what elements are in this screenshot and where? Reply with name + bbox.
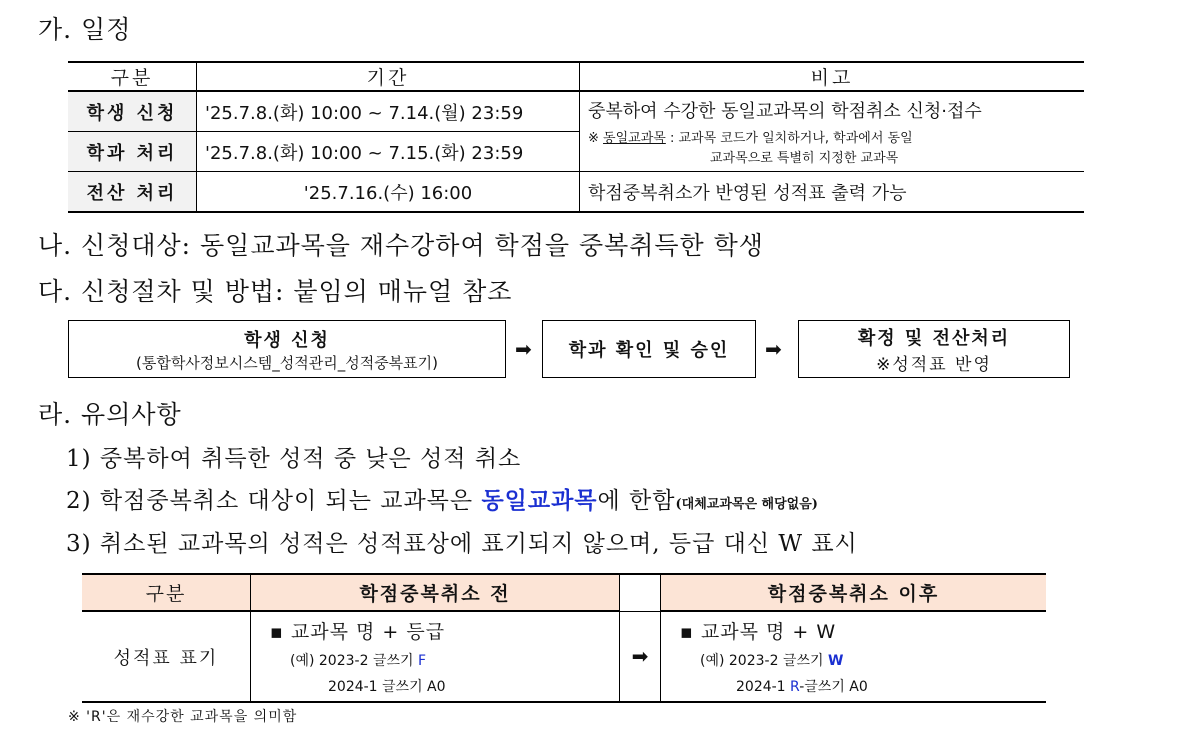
note-prefix: ※	[588, 131, 604, 146]
note-term: 동일교과목	[603, 131, 666, 146]
table-row	[68, 172, 1084, 213]
flow-step-dept-approve	[542, 320, 756, 378]
grade-row-label: 성적표 표기	[82, 611, 251, 702]
flow-step1-sub: (통합학사정보시스템_성적관리_성적중복표기)	[135, 353, 439, 372]
row-category: 전산 처리	[68, 172, 197, 213]
arrow-right-icon: ➡	[765, 337, 782, 361]
note-line1: : 교과목 코드가 일치하거나, 학과에서 동일	[665, 131, 913, 146]
flow-step3-title: 확정 및 전산처리	[857, 327, 1011, 349]
section-target-heading: 나. 신청대상: 동일교과목을 재수강하여 학점을 중복취득한 학생	[38, 231, 764, 260]
flow-step-student-apply	[68, 320, 506, 378]
grade-before-cell	[251, 611, 620, 702]
grade-before-bullet: ▪ 교과목 명 + 등급	[270, 621, 446, 643]
grade-before-ex1-prefix: (예) 2023-2 글쓰기	[290, 653, 418, 669]
note-item-2	[66, 482, 818, 515]
shared-note-cell	[580, 91, 1085, 172]
grade-after-example-2	[680, 676, 1045, 696]
section-schedule-heading: 가. 일정	[38, 15, 132, 44]
grade-header-after: 학점중복취소 이후	[661, 574, 1047, 611]
flow-step1-title: 학생 신청	[244, 329, 330, 351]
note-item-2-small: (대체교과목은 해당없음)	[675, 497, 818, 512]
note-line2: 교과목으로 특별히 지정한 교과목	[710, 151, 899, 166]
note-item-3: 3) 취소된 교과목의 성적은 성적표상에 표기되지 않으며, 등급 대신 W 표시	[66, 531, 858, 557]
grade-header-before: 학점중복취소 전	[251, 574, 620, 611]
row-period: '25.7.8.(화) 10:00 ~ 7.15.(화) 23:59	[197, 132, 580, 172]
note-item-1: 1) 중복하여 취득한 성적 중 낮은 성적 취소	[66, 446, 522, 472]
note-item-2-before: 2) 학점중복취소 대상이 되는 교과목은	[66, 488, 482, 514]
note-item-2-accent: 동일교과목	[481, 487, 598, 514]
row-period: '25.7.16.(수) 16:00	[197, 172, 580, 213]
grade-header-category: 구분	[82, 574, 251, 611]
grade-table	[82, 573, 1046, 703]
table-row	[68, 91, 1084, 132]
arrow-right-icon: ➡	[515, 337, 532, 361]
grade-before-ex1-grade: F	[417, 653, 427, 669]
grade-before-example-2: 2024-1 글쓰기 A0	[328, 679, 446, 695]
grade-after-ex2-tag: R	[790, 679, 800, 695]
schedule-header-row	[68, 62, 1084, 91]
row-note: 학점중복취소가 반영된 성적표 출력 가능	[580, 172, 1085, 213]
arrow-right-icon: ➡	[620, 611, 661, 702]
row-category: 학과 처리	[68, 132, 197, 172]
grade-header-gap	[620, 574, 661, 611]
flow-step-finalize	[798, 320, 1070, 378]
grade-header-row	[82, 574, 1046, 611]
grade-after-ex2-rest: -글쓰기 A0	[799, 679, 868, 695]
row-category: 학생 신청	[68, 91, 197, 132]
header-note: 비고	[580, 62, 1085, 91]
header-category: 구분	[68, 62, 197, 91]
header-period: 기간	[197, 62, 580, 91]
flow-step3-sub: ※성적표 반영	[876, 354, 992, 375]
grade-after-ex2-year: 2024-1	[736, 679, 791, 695]
schedule-table	[68, 61, 1084, 213]
note-item-2-after: 에 한함	[597, 488, 676, 514]
row-period: '25.7.8.(화) 10:00 ~ 7.14.(월) 23:59	[197, 91, 580, 132]
footnote: ※ 'R'은 재수강한 교과목을 의미함	[68, 709, 298, 725]
grade-after-cell	[661, 611, 1047, 702]
grade-after-bullet: ▪ 교과목 명 + W	[680, 621, 837, 643]
section-notes-heading: 라. 유의사항	[38, 400, 182, 429]
table-row	[82, 611, 1046, 702]
note-sub	[588, 129, 1076, 169]
section-procedure-heading: 다. 신청절차 및 방법: 붙임의 매뉴얼 참조	[38, 277, 513, 306]
grade-after-example-1	[680, 650, 1045, 670]
note-main: 중복하여 수강한 동일교과목의 학점취소 신청·접수	[588, 101, 982, 122]
grade-after-ex1-grade: W	[827, 653, 844, 669]
grade-before-example-1	[270, 650, 618, 670]
grade-after-ex1-prefix: (예) 2023-2 글쓰기	[700, 653, 828, 669]
flow-step2-title: 학과 확인 및 승인	[568, 340, 730, 361]
